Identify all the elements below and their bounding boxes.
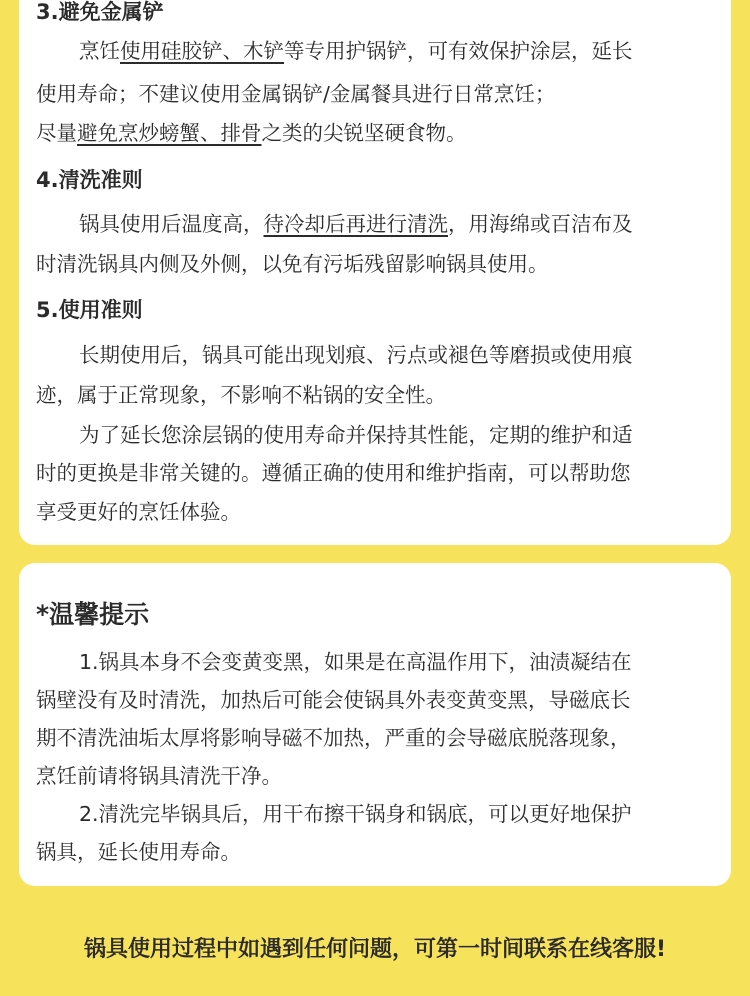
section5-para1-line2: 迹，属于正常现象，不影响不粘锅的安全性。 [36,383,446,407]
section5-para1-line1: 长期使用后，锅具可能出现划痕、污点或褪色等磨损或使用痕 [79,343,633,367]
tip1-line4: 烹饪前请将锅具清洗干净。 [36,764,282,788]
section4-heading: 4.清洗准则 [36,168,143,192]
section3-line3: 尽量避免烹炒螃蟹、排骨之类的尖锐坚硬食物。 [36,121,467,145]
cool-before-wash-highlight: 待冷却后再进行清洗 [263,212,448,236]
section5-heading: 5.使用准则 [36,298,143,322]
customer-service-notice: 锅具使用过程中如遇到任何问题，可第一时间联系在线客服! [83,937,667,962]
tip1-line1: 1.锅具本身不会变黄变黑，如果是在高温作用下，油渍凝结在 [79,650,632,674]
tip2-line2: 锅具，延长使用寿命。 [36,840,241,864]
silicone-spatula-highlight: 使用硅胶铲、木铲 [120,39,284,63]
tip1-line2: 锅壁没有及时清洗，加热后可能会使锅具外表变黄变黑，导磁底长 [36,688,631,712]
section5-para2-line1: 为了延长您涂层锅的使用寿命并保持其性能，定期的维护和适 [79,423,633,447]
section3-line1: 烹饪使用硅胶铲、木铲等专用护锅铲，可有效保护涂层，延长 [79,39,633,63]
warm-tips-title: *温馨提示 [36,600,150,629]
warm-tips-card [19,563,731,886]
section4-line2: 时清洗锅具内侧及外侧，以免有污垢残留影响锅具使用。 [36,252,549,276]
section4-line1: 锅具使用后温度高，待冷却后再进行清洗，用海绵或百洁布及 [79,212,633,236]
section5-para2-line3: 享受更好的烹饪体验。 [36,500,241,524]
tip2-line1: 2.清洗完毕锅具后，用干布擦干锅身和锅底，可以更好地保护 [79,802,632,826]
avoid-hard-food-highlight: 避免烹炒螃蟹、排骨 [77,121,262,145]
section5-para2-line2: 时的更换是非常关键的。遵循正确的使用和维护指南，可以帮助您 [36,461,631,485]
care-instructions-card [19,0,731,545]
section3-line2: 使用寿命；不建议使用金属锅铲/金属餐具进行日常烹饪； [36,82,556,106]
tip1-line3: 期不清洗油垢太厚将影响导磁不加热，严重的会导磁底脱落现象， [36,726,631,750]
section3-heading: 3.避免金属铲 [36,0,164,24]
